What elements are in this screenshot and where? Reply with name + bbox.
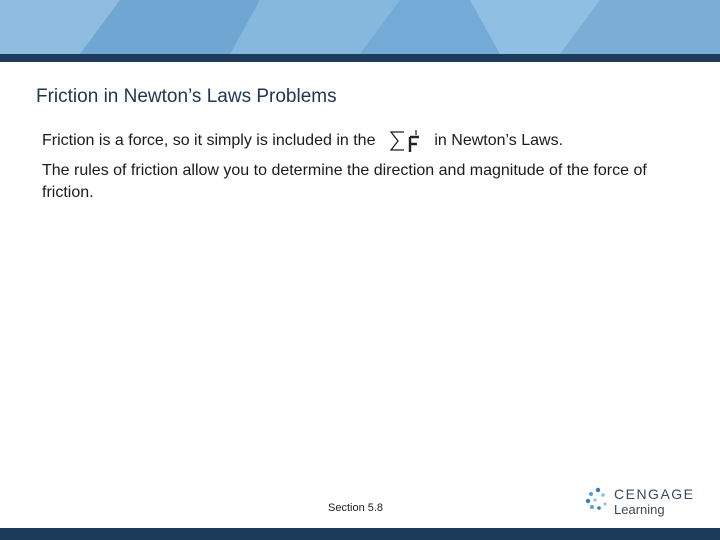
header-banner	[0, 0, 720, 54]
cengage-logo	[584, 484, 694, 520]
header-stripe	[0, 54, 720, 62]
logo-mark-icon	[584, 486, 610, 514]
line1-text-after: in Newton’s Laws.	[434, 132, 564, 149]
logo-brand-text: CENGAGE	[614, 486, 695, 502]
footer-bar	[0, 528, 720, 540]
bullet-paragraph-2: The rules of friction allow you to determine the direction and magnitude of the force of friction.	[42, 162, 647, 201]
banner-pattern	[0, 0, 720, 54]
sum-force-formula	[388, 127, 424, 155]
bullet-line-1	[42, 127, 563, 155]
line1-text-before: Friction is a force, so it simply is included in the	[42, 132, 376, 149]
section-label: Section 5.8	[328, 502, 384, 514]
slide-title: Friction in Newton’s Laws Problems	[36, 86, 337, 107]
logo-sub-text: Learning	[614, 502, 665, 517]
